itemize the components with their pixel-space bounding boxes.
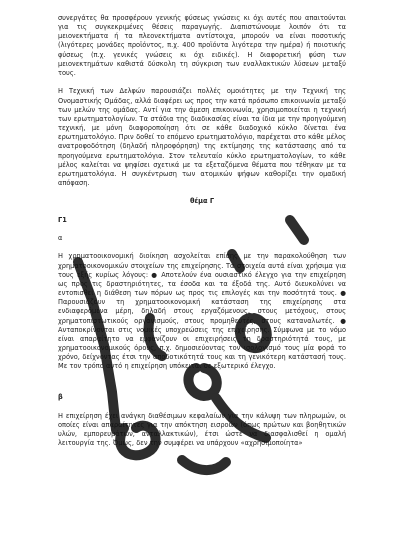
paragraph-financial: Η χρηματοοικονομική διοίκηση ασχολείται επίσης με την παρακολούθηση των χρηματοοικονομικών στοιχείων της επιχείρησης. Τα στοιχεία αυτά είναι χρήσιμα για τους εξής κυρίως λόγους: ● Αποτελούν ένα ουσιαστικό έλεγχο για την επιχείρηση ως προς τις δραστηριότητες, τα έσοδα και τα έξοδά της. Αυτό διευκολύνει να εντοπισθεί η διάθεση των πόρων ως προς τις επιλογές και την ποσότητά τους. ● Παρουσιάζουν τη χρηματοοικονομική κατάσταση της επιχείρησης στα ενδιαφερόμενα μέρη, δηλαδή στους εργαζόμενους, στους μετόχους, στους χρηματοπιστωτικούς οργανισμούς, στους προμηθευτές, στους καταναλωτές. ● Ανταποκρίνονται στις νομικές υποχρεώσεις της επιχείρησης. Σύμφωνα με το νόμο είναι απαραίτητο να εμφανίζουν οι επιχειρήσεις τη δραστηριότητά τους, με χρηματοοικονομικούς όρους, π.χ. δημοσιεύοντας τον ισολογισμό τους μία φορά το χρόνο, δείχνοντας έτσι την αποδοτικότητά τους και τη γενικότερη κατάστασή τους. Με τον τρόπο αυτό η επιχείρηση υπόκειται σε εξωτερικό έλεγχο. xyxy=(58,252,346,371)
document-page xyxy=(58,14,346,458)
paragraph-delphi: Η Τεχνική των Δελφών παρουσιάζει πολλές ομοιότητες με την Τεχνική της Ονομαστικής Ομάδας, αλλά διαφέρει ως προς την κατά πρόσωπο επικοινωνία μεταξύ των μελών της ομάδας. Αντί για την άμεση επικοινωνία, χρησιμοποιείται η τεχνική των ερωτηματολογίων. Τα στάδια της διαδικασίας είναι τα ίδια με την προηγούμενη τεχνική, με μόνη διαφοροποίηση ότι σε κάθε διαδοχικό κύκλο δίνεται ένα ερωτηματολόγιο. Πριν δοθεί το επόμενο ερωτηματολόγιο, παρέχεται στο κάθε μέλος ανατροφοδότηση (δηλαδή πληροφόρηση) της εκτίμησης της κατάστασης από τα προηγούμενα ερωτηματολόγια. Στον τελευταίο κύκλο ερωτηματολογίων, το κάθε μέλος καλείται να ψηφίσει σχετικά με τα εξεταζόμενα θέματα που τέθηκαν με τα ερωτηματολόγια. Η συγκέντρωση των ατομικών ψήφων καθορίζει την ομαδική απόφαση. xyxy=(58,87,346,188)
subquestion-alpha: α xyxy=(58,234,63,243)
paragraph-intro: συνεργάτες θα προσφέρουν γενικής φύσεως γνώσεις κι όχι αυτές που απαιτούνται για τις συγκεκριμένες θέσεις παραγωγής. Διαπιστώνουμε λοιπόν ότι τα μειονεκτήματα ή τα πλεονεκτήματα αντίστοιχα, μπορούν να είναι ποσοτικής (λιγότερες μονάδες προϊόντος, π.χ. 400 προϊόντα λιγότερα την ημέρα) ή ποιοτικής φύσεως (π.χ. γενικές γνώσεις κι όχι ειδικές). Η διαφορετική φύση των μειονεκτημάτων καθιστά δύσκολη τη σύγκριση των εναλλακτικών λύσεων μεταξύ τους. xyxy=(58,14,346,77)
section-heading-theme-c: θέμα Γ xyxy=(189,197,215,206)
paragraph-capital: Η επιχείρηση έχει ανάγκη διαθέσιμων κεφαλαίων για την κάλυψη των πληρωμών, οι οποίες είναι απαραίτητες για την απόκτηση εισροών (όπως πρώτων και βοηθητικών υλών, εμπορευμάτων, ανταλλακτικών), έτσι ώστε να διασφαλισθεί η ομαλή λειτουργία της. Όμως, δεν την συμφέρει να υπάρχουν «αχρησιμοποίητα» xyxy=(58,411,346,448)
question-heading-c1: Γ1 xyxy=(58,215,67,224)
subquestion-beta: β xyxy=(58,393,63,402)
